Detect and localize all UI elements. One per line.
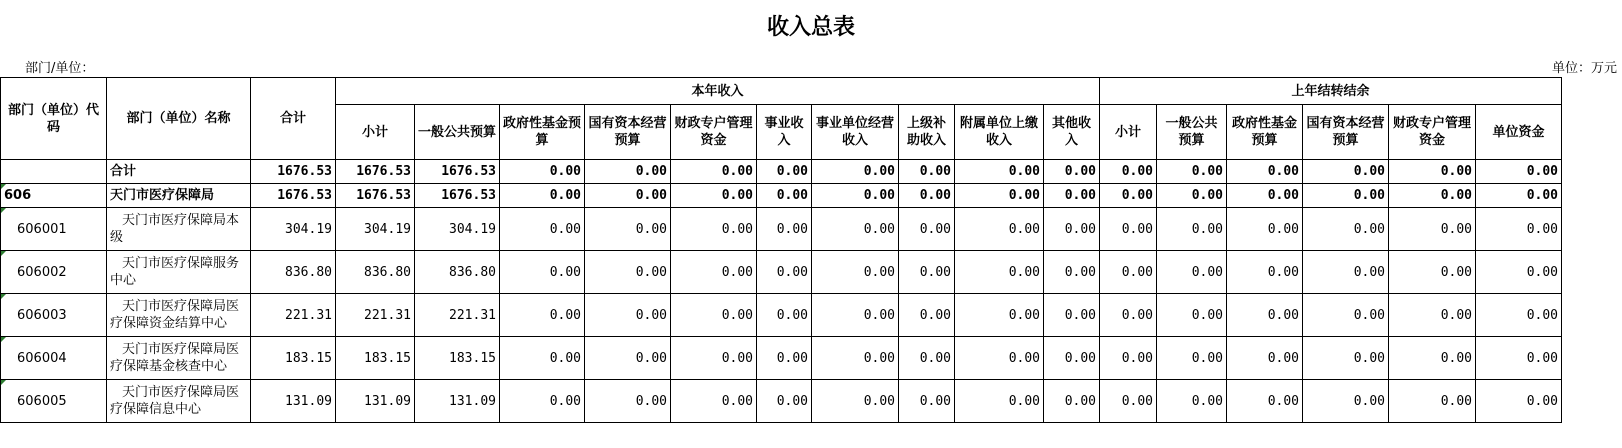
cell-marker-icon — [1, 380, 6, 385]
cell-name — [107, 208, 251, 251]
cell-value: 0.00 — [1303, 337, 1389, 380]
cell-value: 0.00 — [1157, 380, 1227, 423]
cell-value: 1676.53 — [336, 184, 415, 208]
cell-value: 221.31 — [336, 294, 415, 337]
table-row — [1, 208, 1562, 251]
table-row — [1, 251, 1562, 294]
cell-value: 0.00 — [1157, 184, 1227, 208]
cell-value: 304.19 — [251, 208, 336, 251]
cell-value: 0.00 — [500, 160, 585, 184]
cell-value: 0.00 — [1476, 184, 1562, 208]
cell-value: 0.00 — [1389, 294, 1476, 337]
cell-value: 131.09 — [251, 380, 336, 423]
cell-value: 183.15 — [251, 337, 336, 380]
cell-value: 0.00 — [1100, 380, 1157, 423]
cell-code-text: 606001 — [17, 221, 67, 237]
cell-value: 221.31 — [251, 294, 336, 337]
cell-value: 0.00 — [585, 208, 671, 251]
cell-value: 0.00 — [500, 184, 585, 208]
cell-value: 0.00 — [899, 208, 955, 251]
cell-value: 0.00 — [1476, 337, 1562, 380]
header-current-col: 一般公共预算 — [415, 105, 500, 160]
header-current-col: 国有资本经营预算 — [585, 105, 671, 160]
cell-name-text: 天门市医疗保障局医疗保障基金核查中心 — [110, 342, 240, 374]
cell-value: 0.00 — [812, 294, 899, 337]
cell-value: 0.00 — [955, 160, 1044, 184]
cell-value: 0.00 — [1227, 380, 1303, 423]
cell-value: 0.00 — [955, 184, 1044, 208]
cell-value: 0.00 — [500, 294, 585, 337]
table-row — [1, 380, 1562, 423]
cell-name-text: 天门市医疗保障局医疗保障信息中心 — [110, 385, 240, 417]
cell-value: 183.15 — [415, 337, 500, 380]
cell-value: 836.80 — [415, 251, 500, 294]
table-row — [1, 184, 1562, 208]
cell-value: 0.00 — [1044, 208, 1100, 251]
cell-value: 304.19 — [415, 208, 500, 251]
cell-value: 0.00 — [1476, 208, 1562, 251]
cell-value: 0.00 — [899, 380, 955, 423]
table-row — [1, 337, 1562, 380]
cell-value: 0.00 — [955, 380, 1044, 423]
cell-value: 0.00 — [899, 337, 955, 380]
cell-value: 0.00 — [899, 251, 955, 294]
header-current-year-income: 本年收入 — [336, 78, 1100, 105]
cell-value: 0.00 — [757, 251, 812, 294]
cell-value: 0.00 — [1157, 337, 1227, 380]
cell-value: 0.00 — [585, 251, 671, 294]
cell-name-text: 天门市医疗保障局本级 — [110, 213, 240, 245]
cell-code-text: 606004 — [17, 350, 67, 366]
cell-value: 131.09 — [415, 380, 500, 423]
cell-value: 0.00 — [671, 160, 757, 184]
cell-value: 0.00 — [585, 380, 671, 423]
cell-code-text: 606002 — [17, 264, 67, 280]
cell-value: 0.00 — [1476, 380, 1562, 423]
cell-value: 0.00 — [1044, 251, 1100, 294]
cell-code — [1, 294, 107, 337]
cell-value: 0.00 — [585, 337, 671, 380]
header-prior-col: 一般公共预算 — [1157, 105, 1227, 160]
cell-name — [107, 184, 251, 208]
cell-name-text: 合计 — [110, 164, 137, 179]
cell-value: 304.19 — [336, 208, 415, 251]
cell-name-text: 天门市医疗保障局医疗保障资金结算中心 — [110, 299, 240, 331]
unit-label: 单位：万元 — [1551, 61, 1617, 76]
income-summary-table — [0, 77, 1562, 423]
cell-value: 0.00 — [1227, 294, 1303, 337]
cell-code — [1, 337, 107, 380]
cell-value: 0.00 — [1476, 294, 1562, 337]
cell-value: 1676.53 — [336, 160, 415, 184]
cell-value: 0.00 — [1303, 184, 1389, 208]
cell-name — [107, 160, 251, 184]
cell-value: 0.00 — [585, 184, 671, 208]
cell-value: 0.00 — [1100, 184, 1157, 208]
cell-value: 0.00 — [1044, 337, 1100, 380]
cell-value: 0.00 — [1303, 251, 1389, 294]
cell-name — [107, 380, 251, 423]
cell-value: 0.00 — [757, 184, 812, 208]
cell-value: 0.00 — [812, 380, 899, 423]
cell-value: 0.00 — [1389, 208, 1476, 251]
table-row — [1, 160, 1562, 184]
header-current-col: 小计 — [336, 105, 415, 160]
header-current-col: 政府性基金预算 — [500, 105, 585, 160]
cell-value: 0.00 — [1100, 251, 1157, 294]
cell-marker-icon — [1, 251, 6, 256]
cell-value: 0.00 — [899, 160, 955, 184]
cell-code-text: 606003 — [17, 307, 67, 323]
department-label: 部门/单位： — [25, 61, 95, 76]
cell-value: 0.00 — [500, 380, 585, 423]
header-prior-col: 单位资金 — [1476, 105, 1562, 160]
cell-value: 0.00 — [757, 294, 812, 337]
header-code: 部门（单位）代码 — [1, 78, 107, 160]
cell-value: 0.00 — [1476, 160, 1562, 184]
cell-value: 0.00 — [671, 337, 757, 380]
cell-value: 131.09 — [336, 380, 415, 423]
cell-code — [1, 251, 107, 294]
cell-value: 0.00 — [1044, 380, 1100, 423]
cell-value: 0.00 — [585, 160, 671, 184]
cell-value: 0.00 — [500, 251, 585, 294]
header-current-col: 其他收入 — [1044, 105, 1100, 160]
cell-value: 0.00 — [1303, 294, 1389, 337]
cell-marker-icon — [1, 208, 6, 213]
cell-marker-icon — [1, 294, 6, 299]
cell-value: 0.00 — [671, 251, 757, 294]
cell-value: 0.00 — [1227, 251, 1303, 294]
cell-value: 0.00 — [500, 208, 585, 251]
cell-value: 0.00 — [1476, 251, 1562, 294]
cell-value: 0.00 — [585, 294, 671, 337]
cell-value: 0.00 — [955, 251, 1044, 294]
header-current-col: 上级补助收入 — [899, 105, 955, 160]
cell-value: 0.00 — [1044, 294, 1100, 337]
cell-value: 183.15 — [336, 337, 415, 380]
table-row — [1, 294, 1562, 337]
header-current-col: 事业收入 — [757, 105, 812, 160]
cell-value: 0.00 — [1100, 337, 1157, 380]
header-prior-year-carryover: 上年结转结余 — [1100, 78, 1562, 105]
cell-value: 1676.53 — [415, 160, 500, 184]
cell-value: 0.00 — [1100, 208, 1157, 251]
cell-name — [107, 337, 251, 380]
cell-value: 0.00 — [1044, 160, 1100, 184]
header-name: 部门（单位）名称 — [107, 78, 251, 160]
cell-value: 0.00 — [1303, 380, 1389, 423]
cell-value: 0.00 — [1389, 160, 1476, 184]
cell-value: 0.00 — [1157, 160, 1227, 184]
cell-code-text: 606 — [4, 188, 32, 203]
cell-value: 0.00 — [812, 337, 899, 380]
cell-value: 0.00 — [955, 294, 1044, 337]
cell-value: 836.80 — [251, 251, 336, 294]
cell-value: 0.00 — [1389, 251, 1476, 294]
cell-value: 0.00 — [812, 251, 899, 294]
cell-value: 0.00 — [671, 294, 757, 337]
cell-name-text: 天门市医疗保障局 — [110, 188, 215, 203]
cell-value: 0.00 — [955, 337, 1044, 380]
cell-value: 0.00 — [1227, 337, 1303, 380]
cell-code-text: 606005 — [17, 393, 67, 409]
cell-value: 0.00 — [1227, 208, 1303, 251]
cell-value: 0.00 — [1303, 208, 1389, 251]
header-prior-col: 财政专户管理资金 — [1389, 105, 1476, 160]
header-prior-col: 政府性基金预算 — [1227, 105, 1303, 160]
cell-value: 0.00 — [500, 337, 585, 380]
cell-value: 0.00 — [1044, 184, 1100, 208]
cell-value: 0.00 — [1157, 208, 1227, 251]
cell-value: 0.00 — [1100, 294, 1157, 337]
header-prior-col: 小计 — [1100, 105, 1157, 160]
cell-code — [1, 184, 107, 208]
cell-value: 0.00 — [899, 184, 955, 208]
page-title: 收入总表 — [766, 15, 855, 40]
cell-value: 0.00 — [757, 337, 812, 380]
cell-code — [1, 380, 107, 423]
cell-value: 0.00 — [1157, 294, 1227, 337]
cell-value: 0.00 — [1100, 160, 1157, 184]
cell-value: 0.00 — [1227, 160, 1303, 184]
cell-value: 1676.53 — [415, 184, 500, 208]
cell-name — [107, 251, 251, 294]
cell-value: 0.00 — [955, 208, 1044, 251]
cell-value: 0.00 — [757, 160, 812, 184]
cell-value: 1676.53 — [251, 160, 336, 184]
cell-value: 1676.53 — [251, 184, 336, 208]
header-current-col: 财政专户管理资金 — [671, 105, 757, 160]
cell-value: 221.31 — [415, 294, 500, 337]
cell-name-text: 天门市医疗保障服务中心 — [110, 256, 240, 288]
header-current-col: 事业单位经营收入 — [812, 105, 899, 160]
cell-value: 0.00 — [671, 380, 757, 423]
header-total: 合计 — [251, 78, 336, 160]
cell-value: 0.00 — [1389, 380, 1476, 423]
cell-value: 0.00 — [812, 160, 899, 184]
cell-value: 0.00 — [757, 380, 812, 423]
cell-value: 0.00 — [1389, 184, 1476, 208]
cell-marker-icon — [1, 184, 6, 189]
cell-code — [1, 208, 107, 251]
header-current-col: 附属单位上缴收入 — [955, 105, 1044, 160]
cell-value: 0.00 — [812, 184, 899, 208]
cell-value: 0.00 — [671, 184, 757, 208]
header-prior-col: 国有资本经营预算 — [1303, 105, 1389, 160]
cell-value: 0.00 — [671, 208, 757, 251]
cell-value: 0.00 — [757, 208, 812, 251]
cell-value: 0.00 — [1389, 337, 1476, 380]
cell-value: 0.00 — [812, 208, 899, 251]
cell-value: 836.80 — [336, 251, 415, 294]
cell-value: 0.00 — [1303, 160, 1389, 184]
cell-marker-icon — [1, 337, 6, 342]
cell-name — [107, 294, 251, 337]
cell-value: 0.00 — [1227, 184, 1303, 208]
cell-code — [1, 160, 107, 184]
cell-value: 0.00 — [899, 294, 955, 337]
cell-value: 0.00 — [1157, 251, 1227, 294]
